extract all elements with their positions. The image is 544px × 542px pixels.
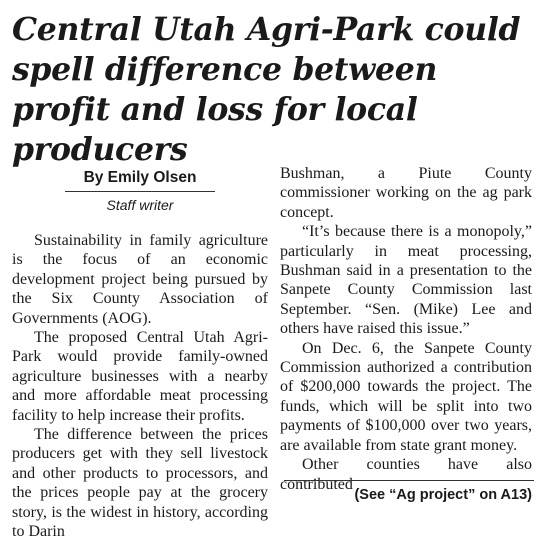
- byline-author: By Emily Olsen: [83, 169, 197, 186]
- paragraph-6: Other counties have also contributed: [280, 456, 532, 493]
- paragraph-2: The proposed Central Utah Agri-Park would provide family-owned agriculture businesses with a nearby and more affordable meat processing facility to help increase their profits.: [12, 329, 268, 424]
- headline: Central Utah Agri-Park could spell difference between profit and loss for local producers: [12, 11, 521, 168]
- paragraph-3: The difference between the prices producers get with they sell livestock and other products to processors, and the prices people pay at the grocery story, is the widest in history, according to Darin: [12, 426, 268, 541]
- left-column: [12, 164, 268, 542]
- jump-divider: [284, 480, 534, 481]
- byline-divider: [65, 191, 215, 192]
- paragraph-5: On Dec. 6, the Sanpete County Commission authorized a contribution of $200,000 towards the project. The funds, which will be split into two payments of $100,000 over two years, are available from state grant money.: [280, 339, 532, 454]
- paragraph-1: Sustainability in family agriculture is the focus of an economic development project being pursued by the Six County Association of Governments (AOG).: [12, 232, 268, 327]
- byline-role: Staff writer: [106, 197, 174, 213]
- paragraph-4: “It’s because there is a monopoly,” particularly in meat processing, Bushman said in a presentation to the Sanpete County Commission last September. “Sen. (Mike) Lee and others have raised this issue.”: [280, 223, 532, 338]
- paragraph-3-continued: Bushman, a Piute County commissioner working on the ag park concept.: [280, 165, 532, 221]
- right-column: [280, 164, 532, 494]
- continued-on-link[interactable]: (See “Ag project” on A13): [354, 487, 532, 503]
